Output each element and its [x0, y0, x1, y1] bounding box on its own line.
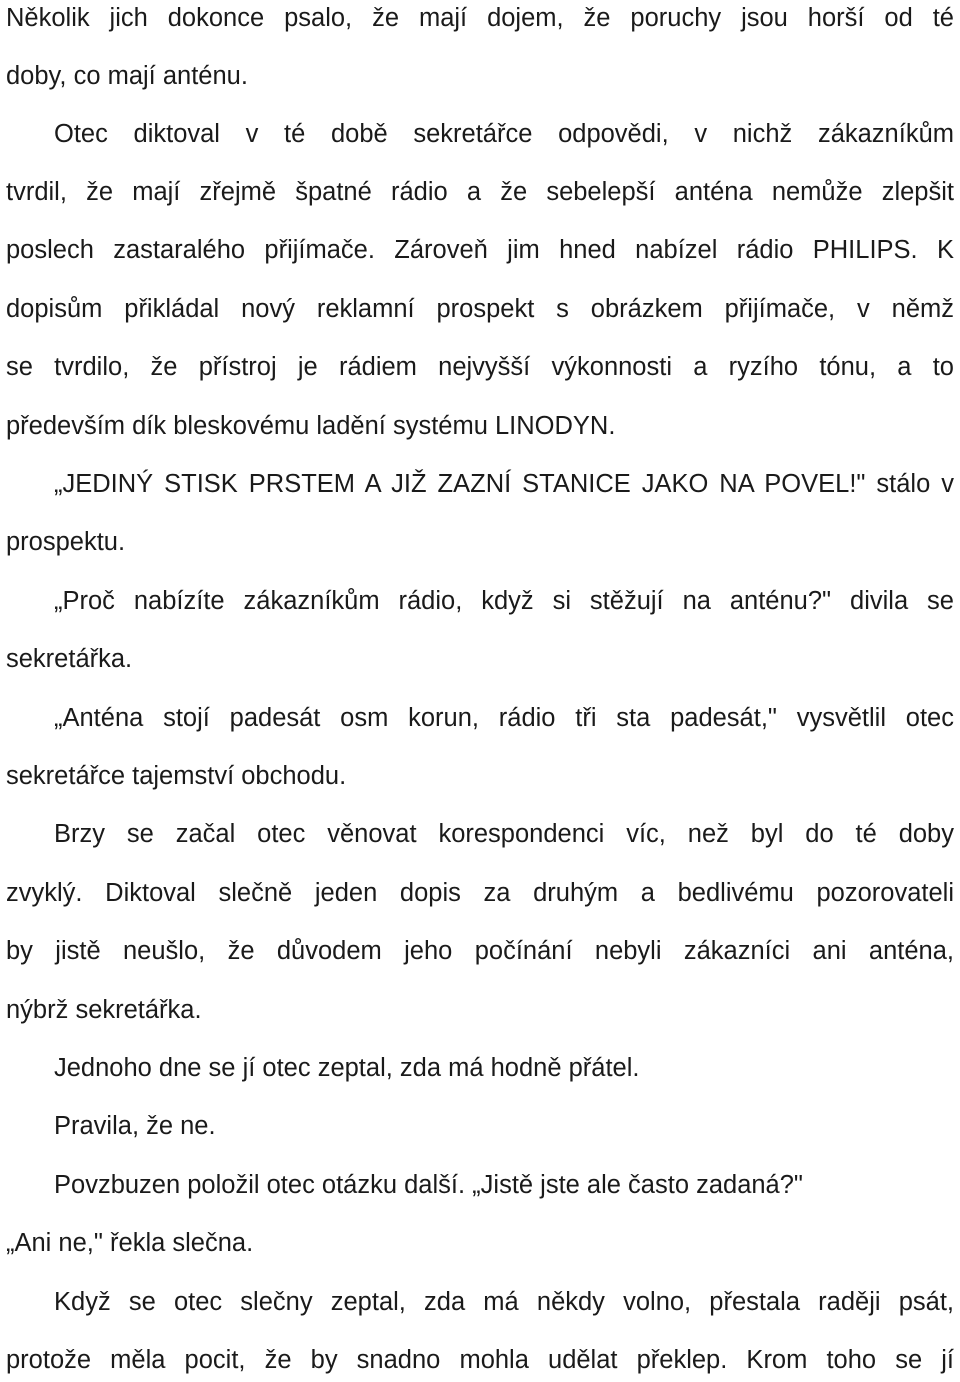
text-line: sekretářka.: [6, 645, 133, 673]
text-line: se tvrdilo, že přístroj je rádiem nejvyšší výkonnosti a ryzího tónu, a to: [6, 353, 954, 381]
text-line: zvyklý. Diktoval slečně jeden dopis za druhým a bedlivému pozorovateli: [6, 879, 954, 907]
text-line: Když se otec slečny zeptal, zda má někdy volno, přestala raději psát,: [54, 1288, 954, 1316]
text-line: „Proč nabízíte zákazníkům rádio, když si stěžují na anténu?" divila se: [54, 587, 954, 615]
text-line: Jednoho dne se jí otec zeptal, zda má hodně přátel.: [54, 1054, 640, 1082]
text-line: by jistě neušlo, že důvodem jeho počínání nebyli zákazníci ani anténa,: [6, 937, 954, 965]
text-line: poslech zastaralého přijímače. Zároveň jim hned nabízel rádio PHILIPS. K: [6, 236, 954, 264]
text-line: Pravila, že ne.: [54, 1112, 216, 1140]
text-line: „JEDINÝ STISK PRSTEM A JIŽ ZAZNÍ STANICE JAKO NA POVEL!" stálo v: [54, 470, 954, 498]
text-line: prospektu.: [6, 528, 126, 556]
text-line: „Anténa stojí padesát osm korun, rádio tři sta padesát," vysvětlil otec: [54, 704, 954, 732]
text-line: Několik jich dokonce psalo, že mají dojem, že poruchy jsou horší od té: [6, 4, 954, 32]
text-line: tvrdil, že mají zřejmě špatné rádio a že sebelepší anténa nemůže zlepšit: [6, 178, 954, 206]
text-line: především dík bleskovému ladění systému LINODYN.: [6, 412, 616, 440]
text-line: nýbrž sekretářka.: [6, 996, 202, 1024]
text-line: doby, co mají anténu.: [6, 62, 248, 90]
text-line: Brzy se začal otec věnovat korespondenci víc, než byl do té doby: [54, 820, 954, 848]
text-line: „Ani ne," řekla slečna.: [6, 1229, 254, 1257]
text-line: sekretářce tajemství obchodu.: [6, 762, 347, 790]
text-line: Otec diktoval v té době sekretářce odpovědi, v nichž zákazníkům: [54, 120, 954, 148]
text-line: Povzbuzen položil otec otázku další. „Jistě jste ale často zadaná?": [54, 1171, 803, 1199]
text-line: dopisům přikládal nový reklamní prospekt s obrázkem přijímače, v němž: [6, 295, 954, 323]
text-line: protože měla pocit, že by snadno mohla udělat překlep. Krom toho se jí: [6, 1346, 954, 1374]
